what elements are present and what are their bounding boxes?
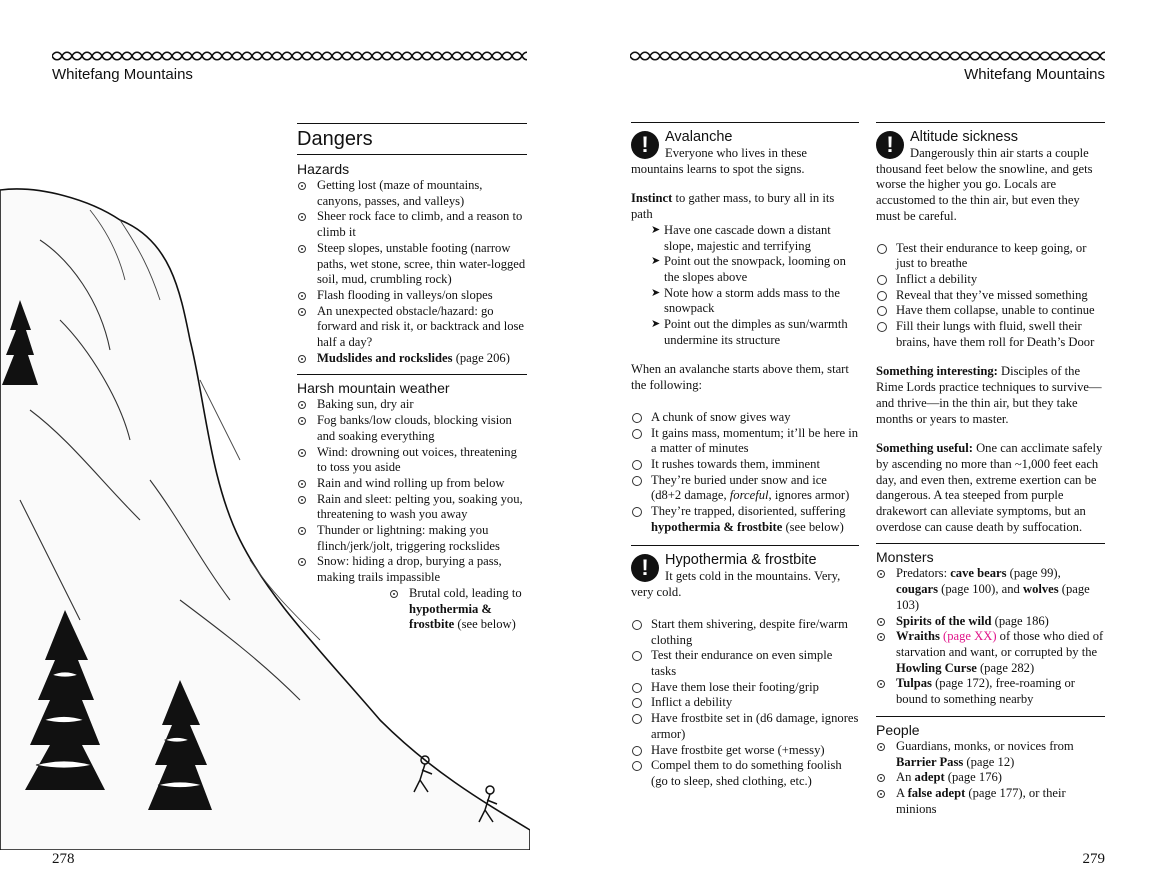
right-page <box>578 0 1156 893</box>
monsters-list <box>876 566 1105 707</box>
list-item: Steep slopes, unstable footing (narrow paths, wet stone, scree, thin water-logged soil, mud, crumbling rock) <box>297 241 527 288</box>
checkbox-circle-icon[interactable] <box>877 322 887 332</box>
checkbox-circle-icon[interactable] <box>632 746 642 756</box>
checkbox-circle-icon[interactable] <box>632 476 642 486</box>
avalanche-block <box>631 122 859 535</box>
list-item: Have them lose their footing/grip <box>631 680 859 696</box>
weather-list <box>297 397 527 633</box>
list-item: A false adept (page 177), or their minions <box>876 786 1105 817</box>
spiral-bullet-icon <box>298 558 306 566</box>
altitude-title: Altitude sickness <box>910 129 1018 145</box>
spiral-bullet-icon <box>298 245 306 253</box>
spiral-bullet-icon <box>877 680 885 688</box>
cross-reference[interactable]: adept <box>914 770 945 785</box>
avalanche-moves <box>631 223 859 349</box>
list-item: Have frostbite set in (d6 damage, ignores armor) <box>631 711 859 742</box>
hazards-heading: Hazards <box>297 161 350 177</box>
spiral-bullet-icon <box>298 401 306 409</box>
list-item: Start them shivering, despite fire/warm clothing <box>631 617 859 648</box>
list-item: Predators: cave bears (page 99), cougars (page 100), and wolves (page 103) <box>876 566 1105 613</box>
page-number: 279 <box>1082 851 1105 867</box>
spiral-bullet-icon <box>877 743 885 751</box>
avalanche-countdown <box>631 410 859 536</box>
warning-icon: ! <box>631 554 659 582</box>
altitude-block <box>876 122 1105 535</box>
running-title: Whitefang Mountains <box>964 66 1105 83</box>
checkbox-circle-icon[interactable] <box>632 413 642 423</box>
list-item: ➤ Point out the dimples as sun/warmth undermine its structure <box>651 317 848 347</box>
spiral-bullet-icon <box>298 182 306 190</box>
spiral-bullet-icon <box>298 417 306 425</box>
cross-reference[interactable]: hypothermia & frostbite <box>651 519 783 534</box>
list-item: Getting lost (maze of mountains, canyons, passes, and valleys) <box>297 178 527 209</box>
spiral-bullet-icon <box>877 774 885 782</box>
section-title-dangers: Dangers <box>297 123 527 155</box>
checkbox-circle-icon[interactable] <box>632 683 642 693</box>
monsters-heading: Monsters <box>876 543 1105 566</box>
page-link[interactable]: (page XX) <box>943 629 997 644</box>
checkbox-circle-icon[interactable] <box>632 761 642 771</box>
list-item: It rushes towards them, imminent <box>631 457 859 473</box>
list-item: ➤ Note how a storm adds mass to the snowpack <box>651 285 840 316</box>
avalanche-countdown-intro: When an avalanche starts above them, start the following: <box>631 362 849 393</box>
list-item: Test their endurance to keep going, or just to breathe <box>876 241 1105 272</box>
cross-reference[interactable]: Tulpas <box>896 676 932 691</box>
list-item: Inflict a debility <box>631 695 859 711</box>
something-interesting: Something interesting: Disciples of the Rime Lords practice techniques to survive—and thrive—in the thin air, but they take months or years to master. <box>876 364 1102 426</box>
checkbox-circle-icon[interactable] <box>632 651 642 661</box>
list-item: Reveal that they’ve missed something <box>876 288 1105 304</box>
list-item: Tulpas (page 172), free-roaming or bound to something nearby <box>876 676 1105 707</box>
spiral-bullet-icon <box>877 633 885 641</box>
list-item: Guardians, monks, or novices from Barrier Pass (page 12) <box>876 739 1105 770</box>
hypothermia-block <box>631 545 859 789</box>
altitude-intro: Dangerously thin air starts a couple thousand feet below the snowline, and gets worse the higher you go. Locals are accustomed to the thin air, but even they must be careful. <box>876 146 1093 223</box>
running-title: Whitefang Mountains <box>52 66 193 83</box>
page-number: 278 <box>52 851 75 867</box>
list-item: Fog banks/low clouds, blocking vision and soaking everything <box>297 413 527 444</box>
checkbox-circle-icon[interactable] <box>632 714 642 724</box>
spiral-bullet-icon <box>390 590 398 598</box>
checkbox-circle-icon[interactable] <box>877 291 887 301</box>
cross-reference[interactable]: Mudslides and rockslides <box>317 350 453 365</box>
checkbox-circle-icon[interactable] <box>632 620 642 630</box>
cross-reference[interactable]: cougars <box>896 582 938 597</box>
spiral-bullet-icon <box>298 213 306 221</box>
warning-icon: ! <box>631 131 659 159</box>
list-item: Compel them to do something foolish (go to sleep, shed clothing, etc.) <box>631 758 859 789</box>
list-item: Mudslides and rockslides (page 206) <box>297 351 527 367</box>
avalanche-title: Avalanche <box>665 129 733 145</box>
list-item: Rain and sleet: pelting you, soaking you, threatening to wash you away <box>297 492 527 523</box>
list-item: Flash flooding in valleys/on slopes <box>297 288 527 304</box>
list-item: Rain and wind rolling up from below <box>297 476 527 492</box>
checkbox-circle-icon[interactable] <box>632 429 642 439</box>
list-item: Snow: hiding a drop, burying a pass, making trails impassible <box>297 554 527 585</box>
list-item: Baking sun, dry air <box>297 397 527 413</box>
spiral-bullet-icon <box>877 570 885 578</box>
list-item: Have them collapse, unable to continue <box>876 303 1105 319</box>
cross-reference[interactable]: wolves <box>1022 582 1059 597</box>
hypothermia-title: Hypothermia & frostbite <box>665 552 817 569</box>
checkbox-circle-icon[interactable] <box>632 460 642 470</box>
cross-reference[interactable]: Howling Curse <box>896 660 977 675</box>
list-item: Brutal cold, leading to hypothermia & frostbite (see below) <box>389 586 527 633</box>
list-item: Wraiths (page XX) of those who died of starvation and want, or corrupted by the Howling Curse (page 282) <box>876 629 1105 676</box>
avalanche-intro: Everyone who lives in these mountains learns to spot the signs. <box>631 146 807 176</box>
arrow-bullet-icon: ➤ <box>651 255 661 268</box>
hypothermia-header <box>631 552 859 584</box>
checkbox-circle-icon[interactable] <box>877 306 887 316</box>
spiral-bullet-icon <box>298 449 306 457</box>
avalanche-instinct: Instinct to gather mass, to bury all in its path <box>631 191 835 222</box>
warning-icon: ! <box>876 131 904 159</box>
list-item: Wind: drowning out voices, threatening to toss you aside <box>297 445 527 476</box>
spiral-bullet-icon <box>298 496 306 504</box>
hazards-list <box>297 178 527 366</box>
spiral-bullet-icon <box>298 308 306 316</box>
decorative-chain-border <box>630 50 1105 62</box>
dangers-column <box>297 123 527 633</box>
list-item: ➤ Have one cascade down a distant slope, majestic and terrifying <box>651 222 831 253</box>
spiral-bullet-icon <box>298 527 306 535</box>
something-useful: Something useful: One can acclimate safely by ascending no more than ~1,000 feet each day, and even then, extreme exertion can be dangerous. A tea steeped from purple drakewort can alleviate symptoms, but an overdose can cause death by suffocation. <box>876 441 1103 534</box>
people-list <box>876 739 1105 818</box>
checkbox-circle-icon[interactable] <box>632 507 642 517</box>
altitude-header <box>876 129 1105 161</box>
hypothermia-moves <box>631 617 859 790</box>
arrow-bullet-icon: ➤ <box>651 318 661 331</box>
avalanche-header <box>631 129 859 161</box>
list-item: Have frostbite get worse (+messy) <box>631 743 859 759</box>
list-item: It gains mass, momentum; it’ll be here in a matter of minutes <box>631 426 859 457</box>
cross-reference[interactable]: Spirits of the wild <box>896 613 992 628</box>
list-item: Fill their lungs with fluid, swell their brains, have them roll for Death’s Door <box>876 319 1105 350</box>
list-item: ➤ Point out the snowpack, looming on the slopes above <box>651 254 846 284</box>
altitude-column <box>876 122 1105 817</box>
cross-reference[interactable]: Barrier Pass <box>896 754 964 769</box>
list-item: They’re buried under snow and ice (d8+2 damage, forceful, ignores armor) <box>631 473 859 504</box>
checkbox-circle-icon[interactable] <box>877 275 887 285</box>
list-item: An unexpected obstacle/hazard: go forward and risk it, or backtrack and lose half a day? <box>297 304 527 351</box>
checkbox-circle-icon[interactable] <box>877 244 887 254</box>
list-item: They’re trapped, disoriented, suffering hypothermia & frostbite (see below) <box>631 504 859 535</box>
cross-reference[interactable]: Wraiths <box>896 629 940 644</box>
decorative-chain-border <box>52 50 527 62</box>
spiral-bullet-icon <box>298 292 306 300</box>
cross-reference[interactable]: false adept <box>907 785 966 800</box>
spiral-bullet-icon <box>298 480 306 488</box>
list-item: An adept (page 176) <box>876 770 1105 786</box>
hypothermia-intro: It gets cold in the mountains. Very, very cold. <box>631 569 841 600</box>
list-item: Sheer rock face to climb, and a reason to climb it <box>297 209 527 240</box>
spiral-bullet-icon <box>877 790 885 798</box>
cross-reference[interactable]: hypothermia & frostbite <box>409 601 492 632</box>
weather-heading: Harsh mountain weather <box>297 374 527 397</box>
list-item: Inflict a debility <box>876 272 1105 288</box>
arrow-bullet-icon: ➤ <box>651 223 661 236</box>
list-item: A chunk of snow gives way <box>631 410 859 426</box>
list-item: Test their endurance on even simple tasks <box>631 648 859 679</box>
avalanche-column <box>631 122 859 790</box>
spiral-bullet-icon <box>298 355 306 363</box>
cross-reference[interactable]: cave bears <box>950 566 1007 581</box>
people-heading: People <box>876 716 1105 739</box>
spiral-bullet-icon <box>877 618 885 626</box>
list-item: Thunder or lightning: making you flinch/jerk/jolt, triggering rockslides <box>297 523 527 554</box>
list-item: Spirits of the wild (page 186) <box>876 614 1105 630</box>
checkbox-circle-icon[interactable] <box>632 698 642 708</box>
arrow-bullet-icon: ➤ <box>651 286 661 299</box>
altitude-moves <box>876 241 1105 351</box>
